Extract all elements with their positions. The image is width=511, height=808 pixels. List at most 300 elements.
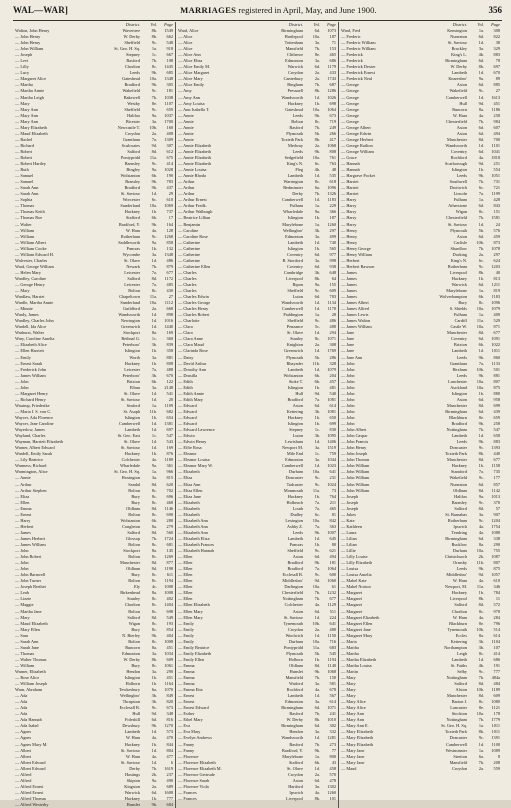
entry-district: Manchester <box>446 402 467 408</box>
entry-name: — Florence Elizabeth M. <box>178 765 222 771</box>
entry-name: — Mary <box>15 288 30 294</box>
entry-name: — Sarah Ann <box>15 638 39 644</box>
entry-page: 1080 <box>491 699 500 705</box>
entry-page: 822 <box>493 34 500 40</box>
entry-name: — Catherine <box>178 245 201 251</box>
entry-page: 258 <box>493 421 500 427</box>
entry-page: 879 <box>166 263 173 269</box>
entry-name: — John Henry <box>15 40 41 46</box>
header-page: Page <box>327 22 336 27</box>
entry-name: — Maria <box>341 638 357 644</box>
entry-district: Bury <box>131 572 140 578</box>
entry-page: 1170 <box>327 306 336 312</box>
entry-page: 302 <box>329 723 336 729</box>
entry-district: Nottingham <box>446 427 467 433</box>
entry-page: 777 <box>166 795 173 801</box>
entry-page: 813 <box>493 275 500 281</box>
register-entry <box>15 802 173 808</box>
entry-page: 1194 <box>327 656 336 662</box>
entry-volume: 9b. <box>151 82 157 88</box>
entry-district: St. Saviour <box>447 40 467 46</box>
entry-page: 211 <box>329 499 336 505</box>
entry-page: 654 <box>166 415 173 420</box>
entry-district: Camberwell <box>282 306 303 312</box>
entry-volume: 6d. <box>151 717 157 723</box>
entry-name: — Mary Jane <box>341 753 365 759</box>
entry-volume: 8a. <box>151 644 157 650</box>
entry-volume: 7a. <box>314 499 320 505</box>
entry-page: 501 <box>493 366 500 372</box>
entry-volume: 7a. <box>478 360 484 366</box>
entry-page: 699 <box>493 402 500 408</box>
entry-name: — Helen Mary <box>15 269 42 275</box>
entry-name: — Alfred Ernest <box>15 789 44 795</box>
entry-volume: 9c. <box>314 475 320 481</box>
entry-district: Bradford <box>451 421 467 427</box>
entry-page: 581 <box>329 681 336 687</box>
entry-volume: 3a. <box>151 354 157 360</box>
entry-name: — Robert <box>15 154 33 160</box>
entry-page: 1393 <box>491 445 500 451</box>
entry-volume: 8a. <box>478 541 484 547</box>
entry-volume: 8b. <box>478 64 484 70</box>
entry-name: Warmington, Alice <box>15 469 48 475</box>
entry-district: Seaford <box>126 402 140 408</box>
entry-volume: 10b. <box>476 687 484 693</box>
entry-volume: 3b. <box>314 408 320 414</box>
entry-district: Bolton <box>128 487 140 493</box>
entry-volume: 8d. <box>478 505 484 511</box>
entry-volume: 9a. <box>151 239 157 245</box>
entry-volume: 9b. <box>151 179 157 185</box>
entry-district: Hackney <box>124 209 140 215</box>
entry-name: Wayman, Harriett Elizabeth <box>15 439 63 445</box>
entry-district: Warwick <box>451 281 467 287</box>
entry-name: — Emma Etta <box>178 687 203 693</box>
entry-volume: 6a. <box>151 687 157 693</box>
entry-name: — Emily Elizabeth <box>178 650 212 656</box>
entry-page: 686 <box>329 58 336 64</box>
entry-district: Hexham <box>452 366 467 372</box>
entry-page: 71 <box>331 40 336 46</box>
entry-name: — Levi <box>15 58 29 64</box>
entry-page: 719 <box>329 118 336 124</box>
entry-name: Wardell, Emily Sarah <box>15 451 53 457</box>
entry-volume: 3a. <box>314 40 320 46</box>
entry-name: — Hannah <box>341 161 360 167</box>
entry-district: Rotherham <box>120 233 140 239</box>
entry-name: — Edith Mary <box>178 396 204 402</box>
entry-district: Coventry <box>287 263 303 269</box>
entry-district: Thrapston <box>122 699 140 705</box>
entry-volume: 1a. <box>151 46 157 52</box>
entry-page: 107 <box>493 644 500 650</box>
entry-page: 151 <box>493 209 500 215</box>
entry-name: — William Joseph <box>15 681 47 687</box>
entry-district: Hendon <box>126 668 140 674</box>
entry-volume: 6d. <box>314 28 320 33</box>
entry-page: 1406 <box>327 439 336 445</box>
entry-page: 77 <box>331 747 336 753</box>
entry-volume: 7b. <box>314 124 320 130</box>
entry-page: 430 <box>166 288 173 294</box>
entry-district: Bradford, Y. <box>118 221 140 227</box>
entry-volume: 6c. <box>151 197 157 203</box>
entry-district: Croydon <box>124 130 140 136</box>
entry-volume: 9a. <box>151 777 157 783</box>
entry-name: — Edward Lawrence <box>178 427 215 433</box>
entry-page: 547 <box>166 433 173 439</box>
entry-name: — Alice Margaret <box>178 70 210 76</box>
entry-volume: 5b. <box>314 130 320 136</box>
entry-volume: 8b. <box>151 34 157 40</box>
entry-name: — Emma <box>178 668 195 674</box>
entry-name: — Alfred Thomas <box>15 795 47 801</box>
entry-district: Islington <box>124 348 140 354</box>
entry-district: St. Saviour <box>283 614 303 620</box>
entry-volume: 9d. <box>314 390 320 396</box>
entry-name: — John <box>341 360 355 366</box>
entry-volume: 6d. <box>314 64 320 70</box>
entry-district: Ecclesall B. <box>282 572 303 578</box>
entry-district: St. Geo. East <box>117 433 140 439</box>
entry-page: 1038 <box>164 94 173 100</box>
entry-district: Auckland <box>450 384 467 390</box>
entry-page: 815 <box>166 475 173 481</box>
entry-page: 1140 <box>327 662 336 668</box>
entry-district: Salford <box>127 529 140 535</box>
entry-district: Manchester <box>446 693 467 699</box>
entry-district: Runcorn <box>125 644 140 650</box>
entry-volume: 6d. <box>478 336 484 342</box>
entry-name: — Herbert <box>341 257 360 263</box>
entry-district: Hackney <box>287 415 303 420</box>
entry-page: 570 <box>329 771 336 777</box>
entry-district: Blackburn <box>449 415 467 420</box>
entry-page: 187 <box>329 34 336 40</box>
entry-name: — Alice Mary <box>178 76 203 82</box>
entry-volume: 1a. <box>314 312 320 318</box>
entry-page: 1286 <box>327 88 336 94</box>
entry-volume: 1b. <box>314 421 320 427</box>
entry-name: — Annie <box>178 130 194 136</box>
entry-name: — Emily <box>178 632 194 638</box>
entry-district: Stretton <box>453 753 467 759</box>
entry-page: 490 <box>166 777 173 783</box>
entry-volume: 8d. <box>478 330 484 336</box>
entry-district: Lambeth <box>451 348 467 354</box>
entry-page: 641 <box>329 620 336 626</box>
entry-district: Colchester <box>284 602 303 608</box>
entry-volume: 9c. <box>151 705 157 711</box>
entry-district: Bradford <box>124 82 140 88</box>
entry-name: — John <box>341 378 355 384</box>
entry-volume: 3a. <box>314 729 320 735</box>
entry-page: 40 <box>495 269 500 275</box>
entry-district: Wolstanton <box>120 517 140 523</box>
entry-page: 807 <box>493 378 500 384</box>
entry-name: — Edward <box>178 408 197 414</box>
entry-district: Newcastle T. <box>117 124 140 130</box>
entry-volume: 2a. <box>478 765 484 771</box>
entry-page: 43 <box>331 759 336 765</box>
entry-page: 273 <box>329 741 336 747</box>
entry-page: 877 <box>166 560 173 566</box>
entry-volume: 1a. <box>478 197 484 203</box>
entry-name: — Lucy <box>15 70 30 76</box>
entry-district: Stoke T. <box>288 378 303 384</box>
entry-name: — Albert <box>15 753 32 759</box>
entry-name: — Margaret <box>341 596 363 602</box>
entry-volume: 8d. <box>478 487 484 493</box>
entry-district: Lewisham <box>285 439 303 445</box>
entry-name: — Margaret Ellen <box>341 620 373 626</box>
entry-district: Wigan <box>455 209 467 215</box>
entry-page: 702 <box>166 487 173 493</box>
entry-district: King's N. <box>286 161 303 167</box>
entry-name: — Thomas <box>15 650 35 656</box>
entry-district: W. Derby <box>450 64 467 70</box>
entry-name: — Albert Edward <box>15 759 46 765</box>
entry-page: 816 <box>166 717 173 723</box>
entry-page: 1381 <box>164 421 173 427</box>
entry-page: 366 <box>329 209 336 215</box>
entry-name: — Harry <box>341 215 357 221</box>
entry-district: Durham <box>288 638 303 644</box>
entry-district: Leeds <box>129 70 140 76</box>
entry-district: Wharfedale <box>282 209 303 215</box>
entry-page: 875 <box>493 384 500 390</box>
entry-name: Wardle, Martha Annie <box>15 300 54 306</box>
entry-page: 659 <box>166 106 173 112</box>
entry-name: — John Caspar <box>341 433 368 439</box>
entry-name: — George <box>341 118 359 124</box>
entry-volume: 6d. <box>314 402 320 408</box>
entry-district: Croydon <box>287 70 303 76</box>
entry-page: 1008 <box>164 590 173 596</box>
entry-volume: 9c. <box>478 668 484 674</box>
entry-volume: 7b. <box>478 245 484 251</box>
entry-name: — Ernest <box>15 511 32 517</box>
entry-volume: 7b. <box>151 58 157 64</box>
entry-name: — Margaret <box>341 602 363 608</box>
entry-district: Wycombe <box>122 251 140 257</box>
entry-name: — Annie <box>178 136 194 142</box>
entry-page: 614 <box>493 632 500 638</box>
entry-name: — James <box>341 281 357 287</box>
entry-page: 600 <box>329 572 336 578</box>
entry-district: Aston <box>292 777 303 783</box>
entry-district: Salford <box>454 602 467 608</box>
entry-district: Islington <box>287 215 303 221</box>
entry-district: Rochford <box>450 154 467 160</box>
entry-volume: 1d. <box>151 318 157 324</box>
entry-volume: 8b. <box>478 269 484 275</box>
entry-name: — Mary Elizabeth <box>341 729 373 735</box>
entry-name: — Jane <box>341 348 355 354</box>
entry-name: — Ann Isabella T. <box>178 106 210 112</box>
entry-district: Stafford <box>288 759 303 765</box>
entry-district: Stepney <box>126 52 140 58</box>
entry-district: Woolwich <box>285 632 303 638</box>
entry-name: — Mary Elizabeth <box>341 735 373 741</box>
entry-district: Fulham <box>453 312 467 318</box>
entry-volume: 5b. <box>478 227 484 233</box>
entry-volume: 7b. <box>151 765 157 771</box>
entry-district: Liverpool <box>450 596 467 602</box>
entry-name: — Grace <box>341 154 357 160</box>
entry-volume: 8a. <box>478 632 484 638</box>
entry-district: Marylebone <box>446 288 467 294</box>
entry-page: 1183 <box>491 294 500 300</box>
entry-name: — Margaret Jane <box>341 626 371 632</box>
entry-page: 1302 <box>327 783 336 789</box>
entry-district: Wandsworth <box>281 300 303 306</box>
entry-page: 796 <box>493 620 500 626</box>
entry-page: 470 <box>166 735 173 741</box>
entry-name: — Frances <box>178 795 197 801</box>
entry-name: — Emily Ellen <box>178 656 205 662</box>
entry-volume: 2a. <box>314 342 320 348</box>
entry-volume: 1b. <box>314 215 320 221</box>
entry-page: 237 <box>166 771 173 777</box>
entry-page: 611 <box>166 572 173 578</box>
entry-district: Sheffield <box>287 548 303 554</box>
entry-volume: 8e. <box>478 415 484 420</box>
entry-name: — Ellen Mary <box>178 614 203 620</box>
entry-volume: 7a. <box>151 269 157 275</box>
entry-volume: 9a. <box>314 209 320 215</box>
entry-volume: 1d. <box>314 463 320 469</box>
entry-name: — William Albert <box>15 239 47 245</box>
entry-volume: 9b. <box>478 173 484 179</box>
entry-district: St. Olave <box>124 390 140 396</box>
entry-page: 966 <box>166 469 173 475</box>
entry-volume: 7a. <box>151 366 157 372</box>
entry-name: — Walter Thomas <box>15 656 47 662</box>
entry-name: — Arthur <box>178 179 195 185</box>
entry-volume: 1d. <box>314 300 320 306</box>
entry-page: 1089 <box>491 747 500 753</box>
entry-volume: 1d. <box>478 70 484 76</box>
entry-volume: 8b. <box>314 717 320 723</box>
entry-district: Sedgefield <box>284 154 303 160</box>
entry-name: — Annie Elizabeth <box>178 148 211 154</box>
entry-page: 641 <box>329 469 336 475</box>
entry-page: 24 <box>495 221 500 227</box>
entry-district: Lambeth <box>124 729 140 735</box>
entry-name: — George <box>341 88 359 94</box>
entry-volume: 8c. <box>151 487 157 493</box>
entry-district: Basford <box>289 711 303 717</box>
entry-volume: 3a. <box>314 699 320 705</box>
entry-page: 854 <box>166 626 173 632</box>
entry-district: Birkenhead <box>120 590 140 596</box>
entry-page: 279 <box>166 523 173 529</box>
entry-volume: 8a. <box>151 548 157 554</box>
entry-page: 543 <box>166 439 173 445</box>
entry-volume: 4a. <box>151 457 157 463</box>
entry-page: 1440 <box>164 324 173 330</box>
entry-district: Ipswich <box>453 523 467 529</box>
entry-name: — George <box>341 112 359 118</box>
entry-district: Runcorn <box>452 106 467 112</box>
entry-volume: 1d. <box>314 348 320 354</box>
entry-district: Wellingbro' <box>283 227 303 233</box>
entry-page: 57 <box>495 505 500 511</box>
entry-name: — Amy <box>178 88 192 94</box>
entry-district: Birmingham <box>281 28 303 33</box>
entry-district: Durham <box>288 469 303 475</box>
entry-district: Oldham <box>126 566 140 572</box>
entry-volume: 1b. <box>478 275 484 281</box>
entry-page: 984 <box>493 118 500 124</box>
entry-name: — Alice Eliza <box>178 58 203 64</box>
entry-name: — John Henry <box>341 445 367 451</box>
entry-page: 618 <box>329 179 336 185</box>
entry-district: St. Saviour <box>120 396 140 402</box>
entry-page: 1198 <box>164 566 173 572</box>
entry-page: 685 <box>166 70 173 76</box>
entry-page: 1011 <box>491 729 500 735</box>
entry-page: 258 <box>493 112 500 118</box>
entry-volume: 6b. <box>151 215 157 221</box>
entry-district: Ellam <box>129 384 140 390</box>
entry-district: Bolton <box>128 638 140 644</box>
entry-volume: 6d. <box>314 251 320 257</box>
entry-page: 1269 <box>164 554 173 560</box>
entry-district: Salford <box>454 681 467 687</box>
entry-volume: 1c. <box>314 451 320 457</box>
entry-page: 678 <box>329 687 336 693</box>
entry-page: 978 <box>493 608 500 614</box>
entry-volume: 6d. <box>478 148 484 154</box>
entry-page: 457 <box>329 378 336 384</box>
entry-page: 612 <box>166 148 173 154</box>
entry-volume: 6b. <box>314 759 320 765</box>
entry-page: 699 <box>329 421 336 427</box>
entry-volume: 6d. <box>314 263 320 269</box>
entry-district: St. Olave <box>287 765 303 771</box>
entry-name: — Frederick <box>341 58 363 64</box>
entry-volume: 6d. <box>314 723 320 729</box>
entry-district: Barton I. <box>451 699 467 705</box>
entry-page: 1260 <box>327 789 336 795</box>
entry-name: — Arthur <box>178 185 195 191</box>
entry-name: — Catherine <box>178 251 201 257</box>
entry-district: Leeds <box>456 372 467 378</box>
entry-district: Sheffield <box>287 288 303 294</box>
entry-page: 404 <box>166 632 173 638</box>
entry-page: 697 <box>166 427 173 433</box>
entry-name: — Sam <box>15 632 29 638</box>
entry-page: 677 <box>493 330 500 336</box>
entry-volume: 6d. <box>314 294 320 300</box>
entry-page: 858 <box>166 239 173 245</box>
entry-name: — John <box>341 396 355 402</box>
entry-page: 1008 <box>164 584 173 590</box>
entry-name: — Florence Sarah <box>178 777 210 783</box>
entry-volume: 8d. <box>151 529 157 535</box>
entry-page: 998 <box>329 257 336 263</box>
entry-district: Halifax <box>127 112 140 118</box>
entry-name: — Martha <box>341 650 359 656</box>
entry-district: Manchester <box>446 330 467 336</box>
entry-name: — Alice Emily <box>178 82 205 88</box>
entry-name: — Margaret Alice <box>15 76 47 82</box>
entry-page: 804 <box>166 747 173 753</box>
entry-page: 1064 <box>327 566 336 572</box>
